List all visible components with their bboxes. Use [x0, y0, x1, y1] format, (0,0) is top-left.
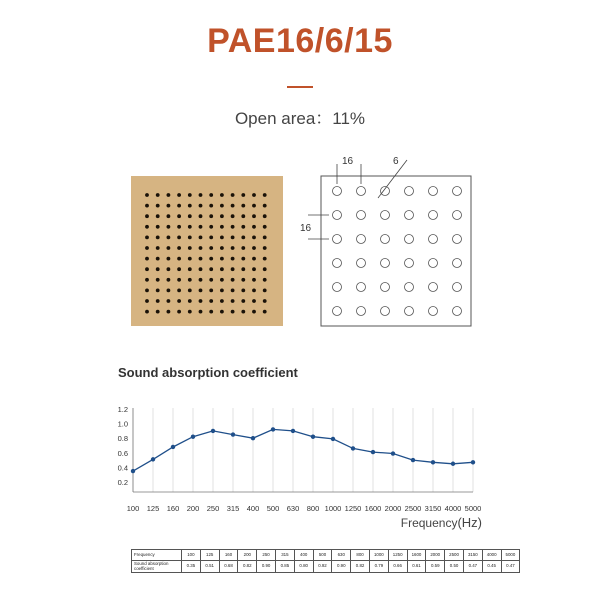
diagram-hole [429, 283, 438, 292]
panel-hole [177, 299, 181, 303]
diagram-hole [453, 211, 462, 220]
series-line [133, 429, 473, 471]
table-cell-coefficient: 0.35 [182, 561, 201, 573]
panel-hole [263, 299, 267, 303]
open-area-label: Open area：11% [234, 109, 366, 128]
panel-hole [241, 246, 245, 250]
panel-hole [177, 278, 181, 282]
diagram-hole [357, 283, 366, 292]
panel-hole [209, 236, 213, 240]
data-point [411, 458, 415, 462]
panel-hole [263, 204, 267, 208]
table-cell-frequency: 5000 [501, 550, 520, 561]
panel-hole [177, 310, 181, 314]
table-cell-frequency: 2000 [426, 550, 445, 561]
diagram-hole [453, 259, 462, 268]
panel-hole [177, 236, 181, 240]
panel-hole [209, 257, 213, 261]
diagram-hole [333, 307, 342, 316]
diagram-hole [381, 259, 390, 268]
panel-hole [199, 267, 203, 271]
panel-hole [156, 278, 160, 282]
data-point [171, 445, 175, 449]
hole-layout-diagram [300, 156, 471, 326]
data-point [431, 460, 435, 464]
diagram-hole [405, 283, 414, 292]
table-cell-coefficient: 0.45 [482, 561, 501, 573]
panel-surface [131, 176, 283, 326]
panel-hole [167, 299, 171, 303]
panel-hole [188, 246, 192, 250]
product-title: PAE16/6/15 [207, 22, 393, 60]
table-cell-coefficient: 0.68 [219, 561, 238, 573]
panel-hole [209, 204, 213, 208]
panel-hole [263, 225, 267, 229]
panel-hole [241, 193, 245, 197]
panel-hole [167, 225, 171, 229]
panel-hole [252, 289, 256, 293]
panel-hole [145, 236, 149, 240]
table-cell-frequency: 1600 [407, 550, 426, 561]
data-point [251, 436, 255, 440]
table-cell-coefficient: 0.85 [275, 561, 294, 573]
table-cell-frequency: 2500 [445, 550, 464, 561]
panel-hole [156, 299, 160, 303]
x-tick-label: 2500 [404, 504, 422, 513]
panel-hole [177, 225, 181, 229]
panel-hole [177, 257, 181, 261]
panel-hole [220, 214, 224, 218]
diagram-hole [429, 307, 438, 316]
panel-hole [167, 246, 171, 250]
panel-hole [263, 289, 267, 293]
x-tick-label: 160 [166, 504, 180, 513]
diagram-holes [333, 187, 462, 316]
panel-hole [220, 225, 224, 229]
panel-hole [177, 193, 181, 197]
diagram-hole [405, 307, 414, 316]
diagram-hole [429, 211, 438, 220]
table-row-label: Sound absorption coefficient [132, 561, 182, 573]
panel-hole [263, 257, 267, 261]
panel-hole [167, 278, 171, 282]
panel-hole [199, 299, 203, 303]
dim-hole-label: 6 [393, 156, 399, 167]
diagram-hole [429, 235, 438, 244]
table-row-frequency [132, 550, 520, 561]
diagram-hole [453, 187, 462, 196]
panel-hole [241, 257, 245, 261]
chart-x-tick-labels [127, 504, 482, 513]
table-cell-coefficient: 0.66 [388, 561, 407, 573]
panel-hole [220, 246, 224, 250]
panel-hole [145, 225, 149, 229]
panel-hole [231, 289, 235, 293]
panel-hole [209, 246, 213, 250]
diagram-hole [405, 259, 414, 268]
data-point [331, 437, 335, 441]
panel-hole [241, 299, 245, 303]
panel-hole [241, 236, 245, 240]
x-tick-label: 125 [146, 504, 160, 513]
panel-hole [156, 289, 160, 293]
panel-hole [220, 267, 224, 271]
panel-hole [252, 267, 256, 271]
panel-hole [263, 267, 267, 271]
data-point [311, 435, 315, 439]
panel-hole [188, 204, 192, 208]
data-point [351, 446, 355, 450]
data-point [271, 427, 275, 431]
x-tick-label: 1000 [324, 504, 342, 513]
x-tick-label: 1600 [364, 504, 382, 513]
panel-hole [156, 236, 160, 240]
panel-hole [167, 236, 171, 240]
panel-hole [156, 267, 160, 271]
panel-hole [199, 246, 203, 250]
diagram-hole [357, 259, 366, 268]
table-cell-coefficient: 0.90 [257, 561, 276, 573]
x-axis-label [401, 515, 482, 530]
diagram-hole [333, 187, 342, 196]
data-point [231, 432, 235, 436]
diagram-hole [333, 259, 342, 268]
panel-hole [145, 257, 149, 261]
table-cell-frequency: 1000 [369, 550, 388, 561]
panel-hole [209, 225, 213, 229]
data-point [211, 429, 215, 433]
diagram-hole [453, 283, 462, 292]
panel-hole [220, 278, 224, 282]
diagram-hole [357, 187, 366, 196]
panel-hole [220, 236, 224, 240]
table-cell-coefficient: 0.50 [445, 561, 464, 573]
panel-hole [199, 214, 203, 218]
data-point [291, 429, 295, 433]
panel-hole [199, 289, 203, 293]
table-row-label: Frequency [132, 550, 182, 561]
panel-hole [145, 204, 149, 208]
panel-hole [263, 193, 267, 197]
panel-hole [177, 289, 181, 293]
panel-hole [167, 204, 171, 208]
panel-hole [220, 299, 224, 303]
panel-hole [241, 278, 245, 282]
chart-grid [133, 408, 473, 492]
panel-hole [145, 299, 149, 303]
table-cell-coefficient: 0.61 [407, 561, 426, 573]
panel-hole [231, 225, 235, 229]
table-cell-frequency: 125 [200, 550, 219, 561]
panel-hole [145, 310, 149, 314]
table-cell-coefficient: 0.47 [501, 561, 520, 573]
x-tick-label: 800 [306, 504, 320, 513]
panel-hole [252, 299, 256, 303]
y-tick-label: 0.8 [117, 434, 128, 444]
panel-hole [220, 204, 224, 208]
panel-hole [167, 310, 171, 314]
panel-hole [252, 310, 256, 314]
table-cell-coefficient: 0.90 [332, 561, 351, 573]
perforated-panel-image [131, 176, 283, 326]
panel-hole [188, 299, 192, 303]
diagram-hole [381, 187, 390, 196]
table-cell-frequency: 100 [182, 550, 201, 561]
panel-hole [241, 204, 245, 208]
chart-heading: Sound absorption coefficient [118, 365, 298, 380]
table-cell-coefficient: 0.82 [238, 561, 257, 573]
absorption-chart [118, 405, 482, 513]
panel-hole [220, 193, 224, 197]
panel-hole [231, 214, 235, 218]
panel-hole [145, 214, 149, 218]
table-cell-coefficient: 0.79 [369, 561, 388, 573]
table-cell-coefficient: 0.82 [351, 561, 370, 573]
panel-hole [241, 225, 245, 229]
panel-hole [177, 204, 181, 208]
table-cell-coefficient: 0.92 [313, 561, 332, 573]
table-cell-frequency: 200 [238, 550, 257, 561]
diagram-hole [429, 259, 438, 268]
panel-hole [156, 225, 160, 229]
panel-hole [177, 214, 181, 218]
panel-hole [167, 267, 171, 271]
y-tick-label: 0.6 [117, 448, 128, 458]
panel-hole [209, 267, 213, 271]
table-cell-frequency: 500 [313, 550, 332, 561]
panel-hole [231, 278, 235, 282]
panel-hole [252, 257, 256, 261]
table-cell-coefficient: 0.47 [463, 561, 482, 573]
x-tick-label: 100 [126, 504, 140, 513]
diagram-hole [381, 283, 390, 292]
panel-hole [209, 278, 213, 282]
diagram-hole [453, 307, 462, 316]
panel-hole [209, 193, 213, 197]
absorption-data-table [131, 549, 520, 573]
panel-hole [145, 278, 149, 282]
panel-hole [241, 267, 245, 271]
panel-hole [188, 214, 192, 218]
panel-hole [188, 193, 192, 197]
panel-hole [252, 236, 256, 240]
dim-spacing-top-label: 16 [342, 156, 354, 167]
panel-hole [252, 246, 256, 250]
diagram-hole [333, 211, 342, 220]
panel-hole [199, 310, 203, 314]
panel-hole [231, 310, 235, 314]
data-point [151, 457, 155, 461]
panel-hole [199, 193, 203, 197]
y-tick-label: 0.2 [117, 478, 128, 487]
panel-hole [209, 299, 213, 303]
panel-hole [220, 310, 224, 314]
diagram-hole [333, 283, 342, 292]
panel-hole [188, 310, 192, 314]
y-tick-label: 1.2 [117, 405, 128, 414]
table-cell-coefficient: 0.80 [294, 561, 313, 573]
data-point [131, 469, 135, 473]
table-cell-frequency: 1250 [388, 550, 407, 561]
panel-hole [209, 310, 213, 314]
panel-hole [231, 246, 235, 250]
panel-hole [209, 289, 213, 293]
panel-hole [252, 193, 256, 197]
table-cell-frequency: 160 [219, 550, 238, 561]
panel-hole [231, 267, 235, 271]
diagram-hole [357, 211, 366, 220]
panel-hole [177, 246, 181, 250]
data-point [371, 450, 375, 454]
panel-hole [263, 214, 267, 218]
table-cell-frequency: 800 [351, 550, 370, 561]
panel-hole [156, 204, 160, 208]
table-cell-frequency: 4000 [482, 550, 501, 561]
panel-hole [252, 225, 256, 229]
panel-hole [231, 257, 235, 261]
panel-hole [220, 289, 224, 293]
data-point [191, 435, 195, 439]
table-cell-frequency: 400 [294, 550, 313, 561]
table-row-coefficient [132, 561, 520, 573]
x-tick-label: 2000 [384, 504, 402, 513]
panel-hole [145, 289, 149, 293]
panel-hole [156, 214, 160, 218]
panel-hole [145, 246, 149, 250]
panel-hole [231, 236, 235, 240]
dim-spacing-left-label: 16 [300, 223, 312, 234]
x-axis-label-text: Frequency [400, 516, 458, 530]
diagram-hole [381, 235, 390, 244]
panel-hole [156, 310, 160, 314]
panel-hole [220, 257, 224, 261]
panel-hole [231, 204, 235, 208]
panel-hole [199, 225, 203, 229]
data-point [471, 460, 475, 464]
panel-hole [188, 225, 192, 229]
diagram-hole [357, 307, 366, 316]
x-tick-label: 4000 [444, 504, 462, 513]
table-cell-frequency: 315 [275, 550, 294, 561]
panel-hole [241, 310, 245, 314]
panel-hole [177, 267, 181, 271]
diagram-hole [405, 235, 414, 244]
panel-hole [188, 289, 192, 293]
diagram-hole [405, 187, 414, 196]
diagram-hole [333, 235, 342, 244]
x-tick-label: 630 [286, 504, 300, 513]
table-cell-coefficient: 0.59 [426, 561, 445, 573]
diagram-hole [357, 235, 366, 244]
panel-hole [263, 246, 267, 250]
panel-hole [263, 278, 267, 282]
panel-hole [145, 193, 149, 197]
panel-hole [167, 257, 171, 261]
table-cell-frequency: 250 [257, 550, 276, 561]
panel-hole [156, 246, 160, 250]
panel-hole [188, 236, 192, 240]
x-axis-label-unit: (Hz) [457, 515, 482, 530]
diagram-hole [429, 187, 438, 196]
diagram-hole [405, 211, 414, 220]
panel-hole [252, 278, 256, 282]
table-cell-coefficient: 0.51 [200, 561, 219, 573]
table-cell-frequency: 630 [332, 550, 351, 561]
data-point [451, 462, 455, 466]
panel-hole [252, 214, 256, 218]
panel-hole [145, 267, 149, 271]
panel-hole [156, 193, 160, 197]
panel-hole [231, 299, 235, 303]
y-tick-label: 0.4 [117, 463, 128, 473]
panel-hole [188, 267, 192, 271]
x-tick-label: 500 [266, 504, 280, 513]
panel-hole [188, 278, 192, 282]
x-tick-label: 400 [246, 504, 260, 513]
panel-hole [241, 214, 245, 218]
table-cell-frequency: 3150 [463, 550, 482, 561]
data-point [391, 451, 395, 455]
diagram-hole [453, 235, 462, 244]
panel-hole [167, 193, 171, 197]
panel-hole [252, 204, 256, 208]
panel-hole [199, 236, 203, 240]
x-tick-label: 315 [226, 504, 240, 513]
x-tick-label: 250 [206, 504, 220, 513]
x-tick-label: 3150 [424, 504, 442, 513]
y-tick-label: 1.0 [117, 419, 128, 429]
panel-hole [199, 204, 203, 208]
panel-hole [231, 193, 235, 197]
panel-hole [199, 257, 203, 261]
panel-hole [156, 257, 160, 261]
panel-hole [199, 278, 203, 282]
panel-hole [209, 214, 213, 218]
panel-hole [167, 214, 171, 218]
chart-y-tick-labels [118, 405, 128, 487]
x-tick-label: 200 [186, 504, 200, 513]
panel-hole [263, 236, 267, 240]
x-tick-label: 1250 [344, 504, 362, 513]
diagram-hole [381, 307, 390, 316]
diagram-hole [381, 211, 390, 220]
panel-hole [241, 289, 245, 293]
panel-hole [188, 257, 192, 261]
panel-hole [263, 310, 267, 314]
panel-hole [167, 289, 171, 293]
diagram-frame [321, 176, 471, 326]
x-tick-label: 5000 [464, 504, 482, 513]
